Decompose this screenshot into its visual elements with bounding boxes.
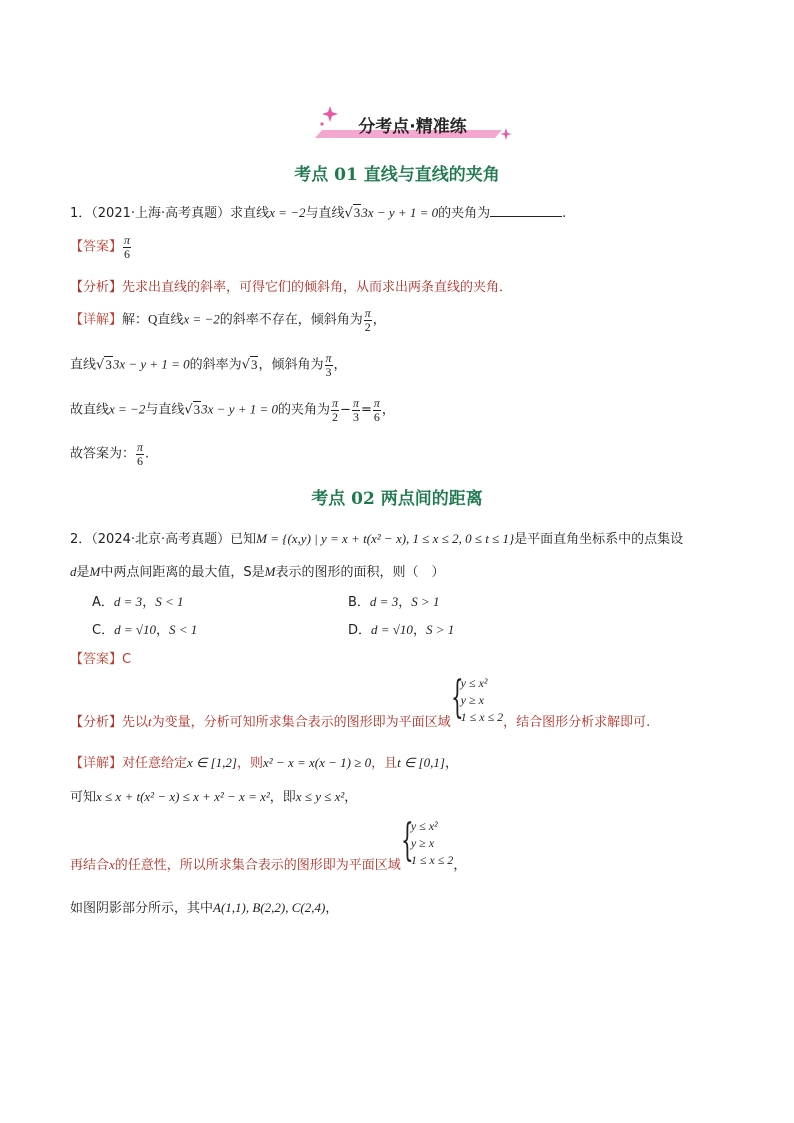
detail-1-line-1 bbox=[70, 307, 386, 333]
question-2-line-2 bbox=[70, 561, 445, 580]
analysis-text: 先求出直线的斜率，可得它们的倾斜角，从而求出两条直线的夹角． bbox=[122, 280, 513, 295]
question-text: 是平面直角坐标系中的点集设 bbox=[514, 532, 684, 547]
option-value: S > 1 bbox=[425, 622, 455, 637]
option-key: A． bbox=[92, 595, 114, 610]
detail-text: 的斜率不存在，倾斜角为 bbox=[219, 312, 363, 328]
detail-text: ， bbox=[325, 901, 339, 916]
option-b[interactable]: B．d = 3，S > 1 bbox=[348, 594, 440, 610]
detail-text: 故直线 bbox=[70, 402, 110, 418]
detail-text: ， bbox=[333, 357, 347, 373]
section-heading: 考点 02 两点间的距离 bbox=[311, 489, 483, 509]
variable: x bbox=[109, 857, 115, 872]
detail-text: 解： bbox=[122, 312, 149, 328]
therefore-symbol: Q bbox=[148, 311, 158, 327]
variable: M bbox=[264, 564, 276, 579]
inequality: y ≥ x bbox=[460, 693, 484, 707]
option-key: D． bbox=[348, 623, 372, 638]
equation: x ≤ x + t(x² − x) ≤ x + x² − x = x² bbox=[96, 789, 270, 804]
question-2 bbox=[70, 528, 683, 547]
option-value: d = 3 bbox=[113, 594, 143, 609]
detail-text: 故答案为： bbox=[70, 446, 136, 462]
detail-text: 对任意给定 bbox=[122, 756, 188, 771]
variable: M bbox=[89, 564, 101, 579]
detail-text: ，即 bbox=[269, 790, 296, 805]
section-banner bbox=[310, 104, 515, 144]
sqrt-value: 3 bbox=[250, 356, 258, 372]
detail-text: ，倾斜角为 bbox=[258, 357, 324, 373]
fraction-denominator: 6 bbox=[124, 246, 131, 261]
equation: 3x − y + 1 = 0 bbox=[201, 401, 279, 417]
equation: x ≤ y ≤ x² bbox=[295, 789, 345, 804]
detail-text: 的任意性，所以所求集合表示的图形即为平面区域 bbox=[114, 858, 401, 873]
banner-title: 分考点·精准练 bbox=[358, 117, 467, 137]
variable: d bbox=[70, 564, 77, 579]
detail-label: 【详解】 bbox=[70, 756, 123, 771]
answer-label: 【答案】 bbox=[70, 239, 123, 255]
option-key: B． bbox=[348, 595, 370, 610]
set-definition: M = {(x,y) | y = x + t(x² − x), 1 ≤ x ≤ 2, 0 ≤ t ≤ 1} bbox=[256, 531, 515, 546]
answer-2 bbox=[70, 648, 131, 667]
inequality-system: { y ≤ x² y ≥ x 1 ≤ x ≤ 2 bbox=[450, 672, 504, 724]
detail-text: . bbox=[145, 446, 150, 462]
analysis-label: 【分析】 bbox=[70, 280, 123, 295]
inequality: 1 ≤ x ≤ 2 bbox=[410, 853, 454, 867]
detail-text: ， bbox=[444, 756, 458, 771]
analysis-text: 为变量，分析可知所求集合表示的图形即为平面区域 bbox=[151, 715, 451, 730]
question-source: （2021·上海·高考真题） bbox=[91, 206, 231, 221]
section-heading: 考点 01 直线与直线的夹角 bbox=[294, 165, 500, 185]
detail-text: ， bbox=[381, 402, 395, 418]
option-a[interactable]: A．d = 3，S < 1 bbox=[92, 594, 184, 610]
question-text: . bbox=[562, 206, 567, 221]
inequality: y ≥ x bbox=[410, 836, 435, 850]
equation: x = −2 bbox=[109, 401, 146, 417]
detail-1-line-4: 故答案为： $\frac{\pi}{6}$ . bbox=[70, 440, 150, 468]
detail-2-line-1 bbox=[70, 752, 458, 771]
fraction-numerator: π bbox=[124, 233, 131, 247]
question-number: 2． bbox=[70, 532, 92, 547]
detail-1-line-2: 直线√33x − y + 1 = 0的斜率为√3，倾斜角为 $\frac{\pi}{3}$ ， bbox=[70, 351, 347, 379]
equation: x = −2 bbox=[183, 311, 220, 327]
inequality: y ≤ x² bbox=[410, 819, 438, 833]
equation: x ∈ [1,2] bbox=[187, 755, 237, 770]
answer-blank bbox=[490, 204, 562, 217]
answer-value: C bbox=[122, 652, 132, 667]
detail-2-line-2 bbox=[70, 786, 357, 805]
detail-text: 直线 bbox=[70, 357, 97, 373]
fraction: $\frac{\pi}{2}$ bbox=[364, 306, 371, 334]
detail-text: 可知 bbox=[70, 790, 97, 805]
question-text: 求直线 bbox=[230, 206, 270, 221]
detail-text: 的夹角为 bbox=[278, 402, 331, 418]
detail-text: 的斜率为 bbox=[189, 357, 242, 373]
inequality: y ≤ x² bbox=[460, 676, 488, 690]
answer-1 bbox=[70, 234, 132, 260]
detail-text: 再结合 bbox=[70, 858, 110, 873]
option-value: S > 1 bbox=[411, 594, 440, 609]
question-text: 是 bbox=[251, 565, 265, 580]
detail-text: 直线 bbox=[157, 312, 184, 328]
question-text: 已知 bbox=[230, 532, 257, 547]
detail-2-line-4 bbox=[70, 897, 338, 916]
variable: S bbox=[243, 565, 252, 580]
option-d[interactable]: D．d = √10，S > 1 bbox=[348, 622, 455, 638]
equation: x² − x = x(x − 1) ≥ 0 bbox=[263, 755, 372, 770]
option-c[interactable]: C．d = √10，S < 1 bbox=[92, 622, 198, 638]
equation: 3x − y + 1 = 0 bbox=[112, 356, 190, 372]
detail-text: ， bbox=[372, 312, 386, 328]
detail-text: 与直线 bbox=[145, 402, 185, 418]
detail-text: ，则 bbox=[237, 756, 264, 771]
detail-text: ， bbox=[453, 858, 467, 873]
answer-label: 【答案】 bbox=[70, 652, 123, 667]
detail-text: 如图阴影部分所示，其中 bbox=[70, 901, 214, 916]
option-value: d = √10 bbox=[371, 622, 413, 637]
detail-1-line-3: 故直线x = −2与直线√33x − y + 1 = 0的夹角为 $\frac{\pi}{2}$ − $\frac{\pi}{3}$ = $\frac{\pi}{6}$ ， bbox=[70, 396, 395, 424]
option-value: d = 3 bbox=[369, 594, 399, 609]
detail-text: ，且 bbox=[371, 756, 398, 771]
fraction: $\frac{\pi}{3}$ bbox=[325, 351, 332, 379]
question-text: 与直线 bbox=[305, 206, 345, 221]
question-source: （2024·北京·高考真题） bbox=[91, 532, 231, 547]
option-value: d = √10 bbox=[114, 622, 156, 637]
option-key: C． bbox=[92, 623, 115, 638]
analysis-2 bbox=[70, 672, 651, 730]
equation: x = −2 bbox=[269, 205, 306, 220]
detail-label: 【详解】 bbox=[70, 312, 123, 328]
analysis-1 bbox=[70, 276, 512, 295]
question-1: 1．（2021·上海·高考真题）求直线x = −2与直线√33x − y + 1 = 0的夹角为 . bbox=[70, 205, 567, 221]
equation: 3x − y + 1 = 0 bbox=[361, 205, 439, 220]
answer-fraction bbox=[123, 234, 131, 260]
analysis-text: 先以 bbox=[122, 715, 149, 730]
equation: t ∈ [0,1] bbox=[397, 755, 445, 770]
question-text: 的夹角为 bbox=[438, 206, 491, 221]
analysis-text: ，结合图形分析求解即可. bbox=[503, 715, 651, 730]
inequality-system: { y ≤ x² y ≥ x 1 ≤ x ≤ 2 bbox=[400, 815, 454, 867]
analysis-label: 【分析】 bbox=[70, 715, 123, 730]
inequality: 1 ≤ x ≤ 2 bbox=[460, 710, 504, 724]
variable: t bbox=[148, 714, 152, 729]
question-text: 表示的图形的面积，则（ ） bbox=[275, 565, 445, 580]
question-text: 是 bbox=[76, 565, 90, 580]
option-value: S < 1 bbox=[155, 594, 184, 609]
option-value: S < 1 bbox=[169, 622, 198, 637]
sqrt-value: 3 bbox=[353, 205, 361, 220]
detail-text: ， bbox=[344, 790, 358, 805]
detail-2-line-3 bbox=[70, 815, 467, 873]
equation: A(1,1), B(2,2), C(2,4) bbox=[213, 900, 326, 915]
question-number: 1． bbox=[70, 206, 92, 221]
question-text: 中两点间距离的最大值， bbox=[100, 565, 244, 580]
